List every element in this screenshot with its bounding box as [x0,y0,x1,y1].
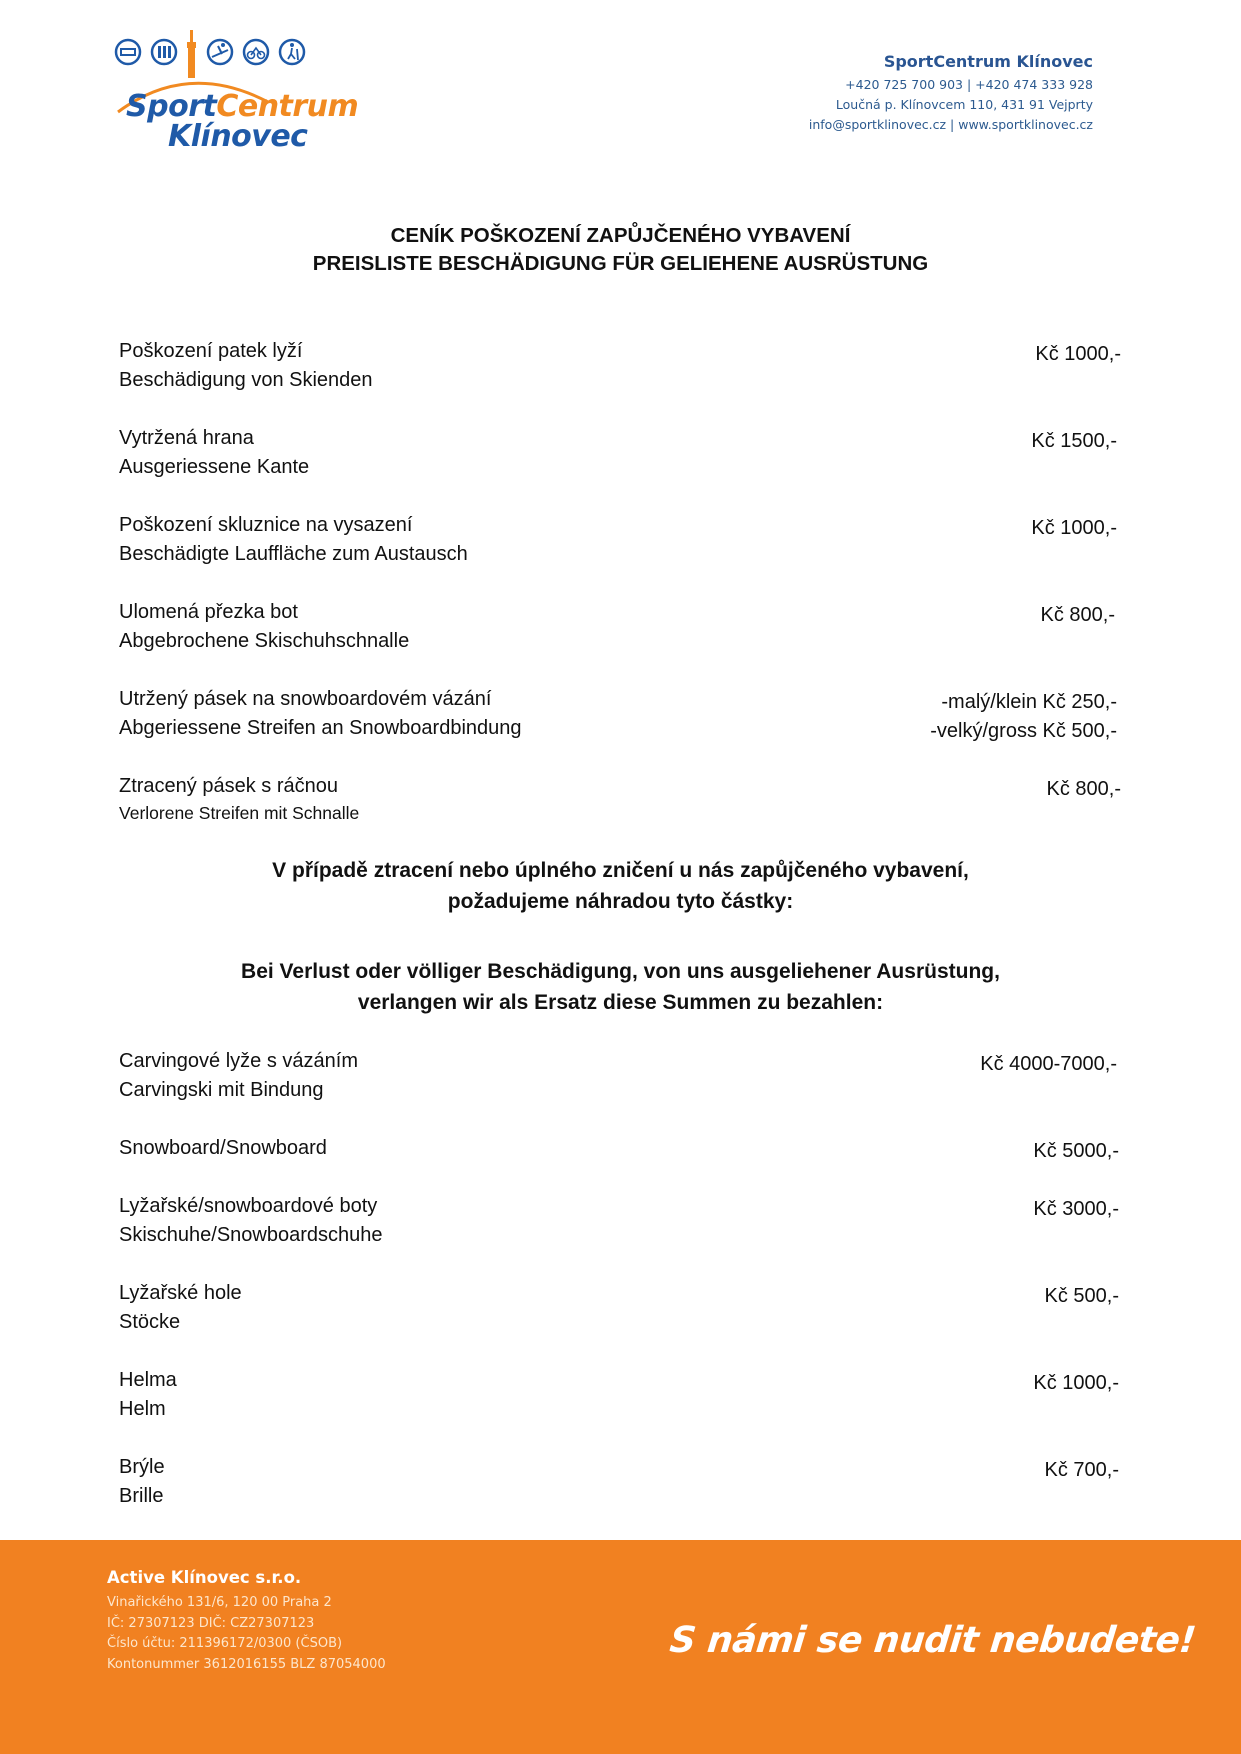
item-name-de: Carvingski mit Bindung [119,1079,324,1101]
footer [0,1540,1241,1754]
item-price: Kč 700,- [1044,1459,1119,1481]
item-price: Kč 5000,- [1033,1140,1119,1162]
company-account: Číslo účtu: 211396172/0300 (ČSOB) [107,1636,343,1651]
bike-icon [244,40,268,64]
item-price: Kč 500,- [1044,1285,1119,1307]
item-name-de: Brille [119,1485,164,1507]
title-cz: CENÍK POŠKOZENÍ ZAPŮJČENÉHO VYBAVENÍ [390,224,851,247]
notice-de-line2: verlangen wir als Ersatz diese Summen zu bezahlen: [357,991,884,1014]
item-name-cz: Lyžařské hole [119,1282,242,1304]
item-price: Kč 4000-7000,- [980,1053,1117,1075]
page-title [0,222,1241,278]
company-name: Active Klínovec s.r.o. [107,1568,302,1587]
notice-de-line1: Bei Verlust oder völliger Beschädigung, von uns ausgeliehener Ausrüstung, [241,960,1000,983]
company-ids: IČ: 27307123 DIČ: CZ27307123 [107,1615,315,1631]
item-name-cz: Ulomená přezka bot [119,601,298,623]
item-name-de: Helm [119,1398,166,1420]
item-name-cz: Helma [119,1369,177,1391]
item-price-small: -malý/klein Kč 250,- [941,691,1117,713]
item-price: Kč 1000,- [1035,343,1121,365]
logo-word-centrum: Centrum [216,89,359,124]
item-name-de: Beschädigung von Skienden [119,369,373,391]
ski-icon [208,40,232,64]
company-info [107,1568,386,1675]
item-name-de: Abgeriessene Streifen an Snowboardbindung [119,717,522,739]
item-name-de: Skischuhe/Snowboardschuhe [119,1224,383,1246]
bed-icon [116,40,140,64]
item-price: Kč 800,- [1040,604,1115,626]
slogan: S námi se nudit nebudete! [667,1620,1198,1661]
contact-phones: +420 725 700 903 | +420 474 333 928 [845,77,1093,92]
notice-cz-line2: požadujeme náhradou tyto částky: [447,890,794,913]
notice-de [0,956,1241,1018]
item-name-de: Beschädigte Lauffläche zum Austausch [119,543,468,565]
contact-address: Loučná p. Klínovcem 110, 431 91 Vejprty [835,97,1093,112]
company-address: Vinařického 131/6, 120 00 Praha 2 [107,1595,332,1610]
logo-word-klinovec: Klínovec [168,119,308,154]
item-name-de: Abgebrochene Skischuhschnalle [119,630,410,652]
notice-cz-line1: V případě ztracení nebo úplného zničení u nás zapůjčeného vybavení, [272,859,969,882]
item-name-cz: Vytržená hrana [119,427,254,449]
item-name-cz: Snowboard/Snowboard [119,1137,327,1159]
item-price: Kč 1500,- [1031,430,1117,452]
item-price: Kč 1000,- [1031,517,1117,539]
company-kontonummer: Kontonummer 3612016155 BLZ 87054000 [107,1656,386,1672]
item-name-cz: Lyžařské/snowboardové boty [119,1195,378,1217]
item-name-de: Ausgeriessene Kante [119,456,310,478]
item-name-cz: Poškození patek lyží [119,340,303,362]
item-name-de: Stöcke [119,1311,181,1333]
item-name-cz: Carvingové lyže s vázáním [119,1050,358,1072]
item-name-cz: Utržený pásek na snowboardovém vázání [119,688,492,710]
contact-name: SportCentrum Klínovec [883,52,1093,71]
item-price: Kč 3000,- [1033,1198,1119,1220]
hiking-icon [280,40,304,64]
notice-cz [0,855,1241,917]
logo-word-sport: Sport [126,89,217,124]
item-price: Kč 1000,- [1033,1372,1119,1394]
contact-web[interactable]: info@sportklinovec.cz | www.sportklinovec.cz [808,117,1093,132]
item-price-large: -velký/gross Kč 500,- [930,720,1117,742]
restaurant-icon [152,40,176,64]
item-price: Kč 800,- [1046,778,1121,800]
logo-wordmark [126,89,359,154]
item-name-cz: Poškození skluznice na vysazení [119,514,413,536]
item-name-de: Verlorene Streifen mit Schnalle [119,803,360,823]
item-name-cz: Brýle [119,1456,165,1478]
logo [108,30,408,160]
contact-block [809,52,1093,135]
title-de: PREISLISTE BESCHÄDIGUNG FÜR GELIEHENE AUSRÜSTUNG [312,252,929,275]
item-name-cz: Ztracený pásek s ráčnou [119,775,338,797]
